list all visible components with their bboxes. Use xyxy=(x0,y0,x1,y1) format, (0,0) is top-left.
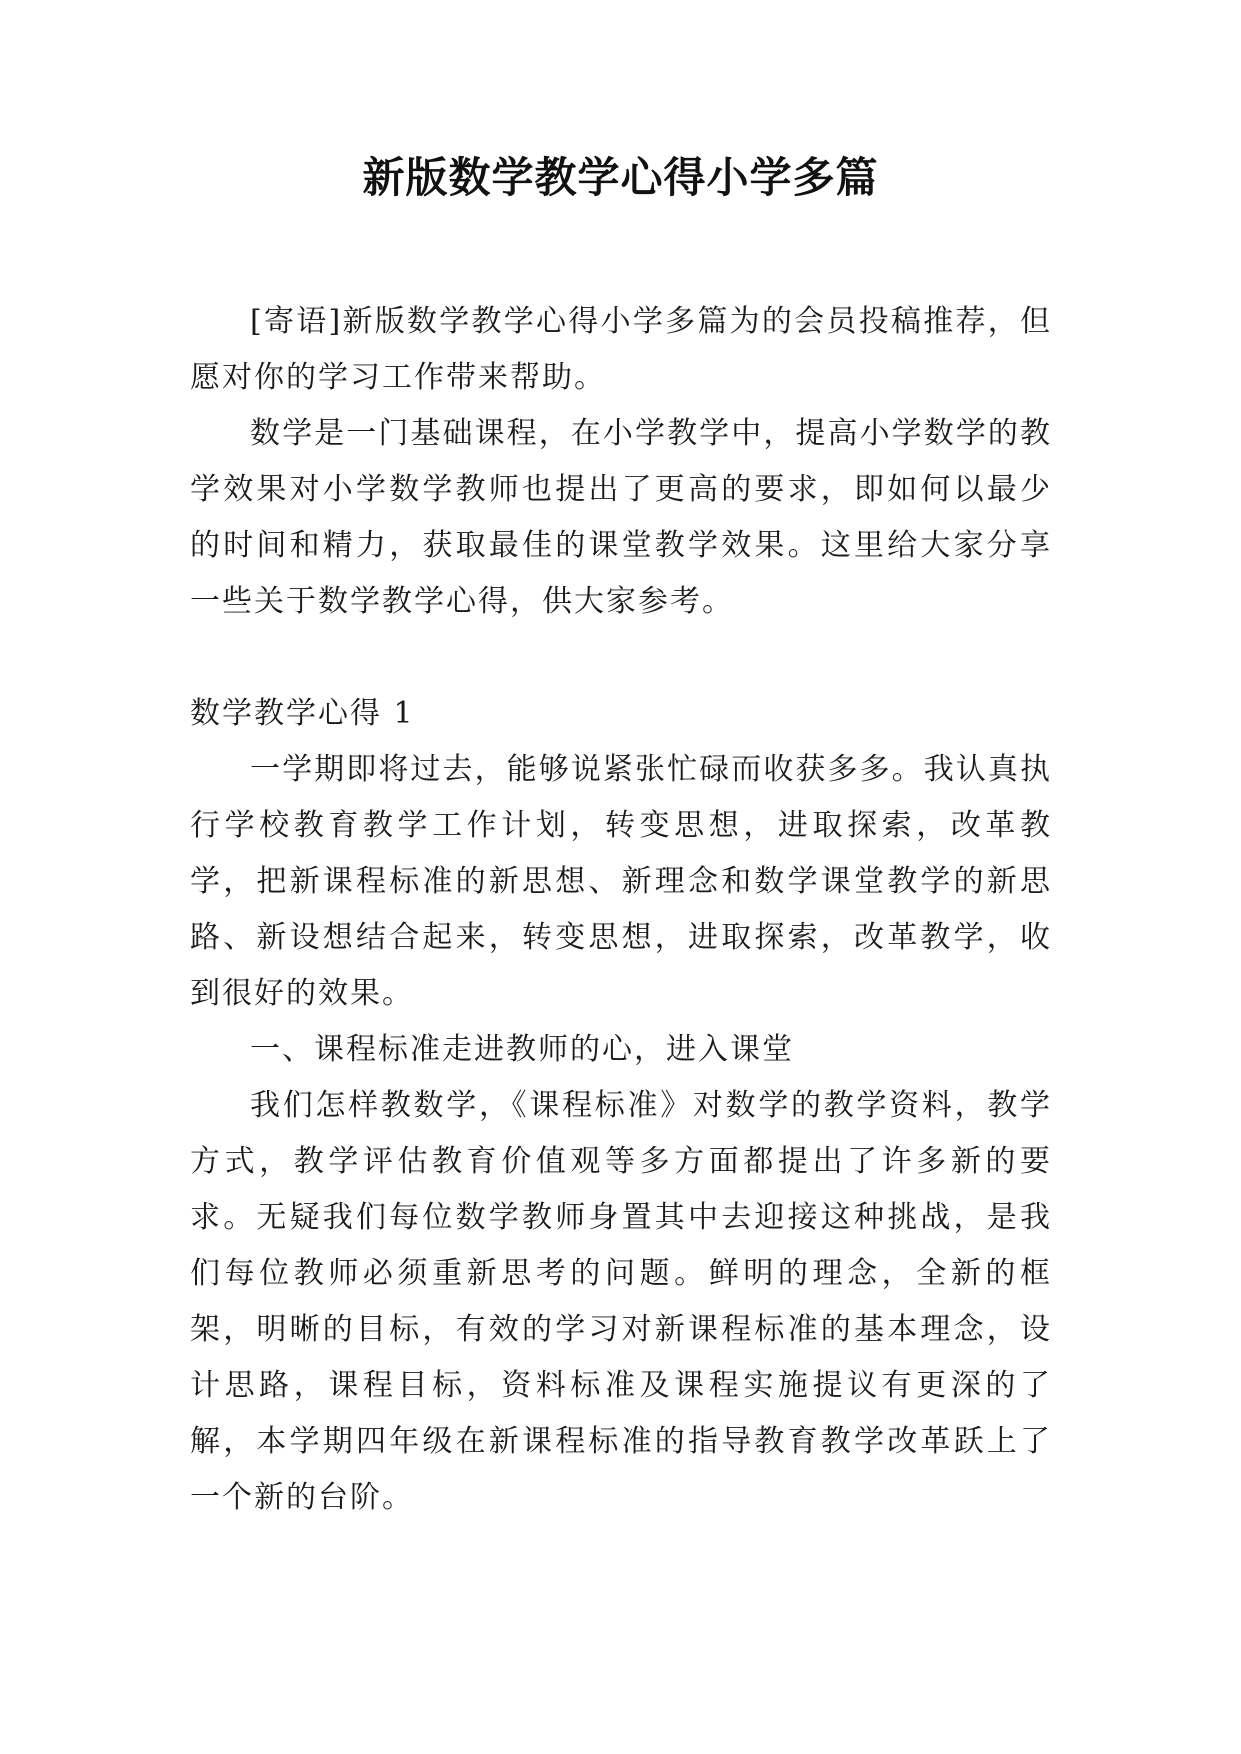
section-spacer xyxy=(190,630,1052,686)
intro-paragraph: [寄语]新版数学教学心得小学多篇为的会员投稿推荐，但愿对你的学习工作带来帮助。 xyxy=(190,304,1052,395)
section-heading: 数学教学心得 1 xyxy=(190,696,415,731)
subheading-1: 一、课程标准走进教师的心，进入课堂 xyxy=(250,1032,794,1067)
opening-paragraph: 数学是一门基础课程，在小学教学中，提高小学数学的教学效果对小学数学教师也提出了更高的要求，即如何以最少的时间和精力，获取最佳的课堂教学效果。这里给大家分享一些关于数学教学心得，供大家参考。 xyxy=(190,416,1052,619)
document-body xyxy=(190,294,1052,1526)
document-title: 新版数学教学心得小学多篇 xyxy=(362,153,879,202)
section-paragraph-2: 我们怎样教数学，《课程标准》对数学的教学资料，教学方式，教学评估教育价值观等多方面都提出了许多新的要求。无疑我们每位数学教师身置其中去迎接这种挑战，是我们每位教师必须重新思考的问题。鲜明的理念，全新的框架，明晰的目标，有效的学习对新课程标准的基本理念，设计思路，课程目标，资料标准及课程实施提议有更深的了解，本学期四年级在新课程标准的指导教育教学改革跃上了一个新的台阶。 xyxy=(190,1088,1052,1515)
section-paragraph-1: 一学期即将过去，能够说紧张忙碌而收获多多。我认真执行学校教育教学工作计划，转变思想，进取探索，改革教学，把新课程标准的新思想、新理念和数学课堂教学的新思路、新设想结合起来，转变思想，进取探索，改革教学，收到很好的效果。 xyxy=(190,752,1052,1011)
